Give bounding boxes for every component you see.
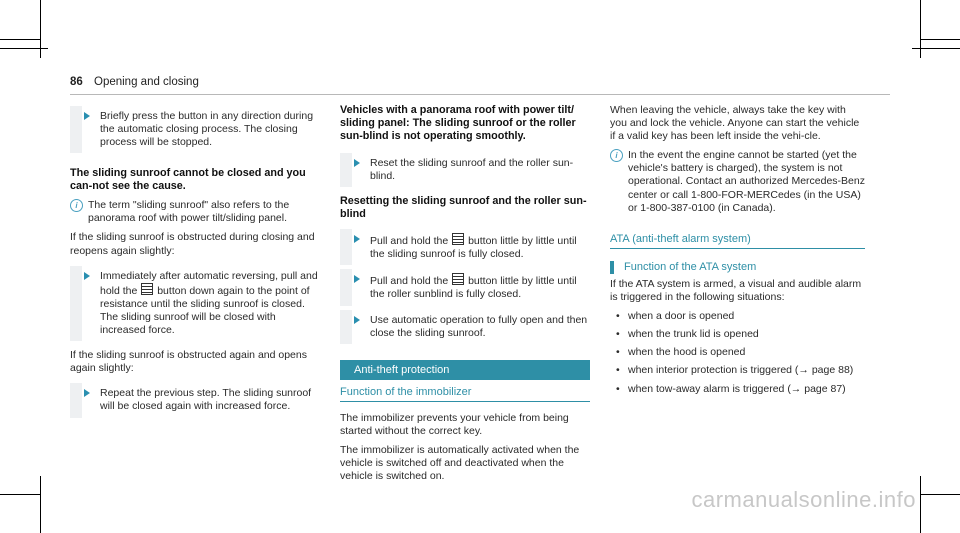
paragraph: The immobilizer is automatically activated when the vehicle is switched off and deactivated when the vehicle is switched on. [340, 444, 580, 483]
crop-mark [920, 0, 921, 58]
list-item: • when a door is opened [610, 310, 865, 323]
sunroof-button-icon [452, 273, 464, 285]
step-text [360, 273, 590, 301]
crop-mark [920, 39, 960, 40]
page-header [70, 76, 199, 88]
step-arrow-icon [84, 389, 90, 397]
step-item [340, 233, 590, 261]
info-icon: i [70, 199, 83, 212]
step-arrow-icon [354, 316, 360, 324]
step-text: Repeat the previous step. The sliding sunroof will be closed again with increased force. [100, 387, 312, 413]
crop-mark [912, 48, 960, 49]
step-text-part: button down again to the point of resistance until the sliding sunroof is closed. The sliding sunroof will be closed with increased force. [100, 284, 310, 337]
crop-mark [0, 494, 40, 495]
list-item: • when interior protection is triggered (→ page 88) [610, 364, 865, 377]
step-item [70, 270, 320, 337]
step-text-part: Pull and hold the [370, 235, 449, 248]
step-item [340, 314, 590, 340]
step-text [90, 270, 320, 337]
step-item [70, 110, 320, 149]
sunroof-button-icon [452, 233, 464, 245]
section-bar: Anti-theft protection [340, 360, 590, 380]
step-arrow-icon [84, 112, 90, 120]
paragraph: When leaving the vehicle, always take the key with you and lock the vehicle. Anyone can start the vehicle if a valid key has been left inside the vehi-cle. [610, 104, 860, 143]
step-text: Briefly press the button in any direction during the automatic closing process. The closing process will be stopped. [100, 110, 314, 149]
step-text-part: Immediately after automatic reversing, pull and hold the [100, 269, 318, 297]
crop-mark [40, 0, 41, 58]
step-arrow-icon [84, 272, 90, 280]
blue-heading [610, 261, 865, 274]
bullet-list [610, 310, 865, 395]
step-item [340, 273, 590, 301]
crop-mark [920, 494, 960, 495]
heading: Vehicles with a panorama roof with power tilt/ sliding panel: The sliding sunroof or the roller sun-blind is not operating smoothly. [340, 104, 576, 142]
heading-marker [610, 261, 614, 274]
step-arrow-icon [354, 235, 360, 243]
subheading: ATA (anti-theft alarm system) [610, 233, 865, 249]
paragraph: If the sliding sunroof is obstructed again and opens again slightly: [70, 349, 307, 375]
crop-mark [920, 476, 921, 533]
list-item: • when the trunk lid is opened [610, 328, 865, 341]
column-left [70, 104, 320, 423]
crop-mark [0, 39, 40, 40]
subheading: Function of the immobilizer [340, 386, 590, 402]
section-title: Opening and closing [94, 76, 199, 88]
step-text [360, 233, 590, 261]
info-icon: i [610, 149, 623, 162]
step-text-part: Pull and hold the [370, 275, 449, 288]
note-text: In the event the engine cannot be started (yet the vehicle's battery is charged), the system is not operational. Contact an authorized Mercedes-Benz center or call 1-800-FOR-MERCedes (in the USA) or 1-800-387-0100 (in Canada). [628, 149, 865, 214]
paragraph: If the sliding sunroof is obstructed during closing and reopens again slightly: [70, 231, 315, 257]
heading: Resetting the sliding sunroof and the roller sun-blind [340, 195, 587, 221]
step-item [340, 157, 590, 183]
info-note [610, 149, 865, 214]
note-text: The term "sliding sunroof" also refers to the panorama roof with power tilt/sliding panel. [88, 199, 290, 225]
paragraph: If the ATA system is armed, a visual and audible alarm is triggered in the following situations: [610, 277, 862, 304]
step-text-part: button little by little until the roller sunblind is fully closed. [370, 275, 577, 301]
list-item: • when the hood is opened [610, 346, 865, 359]
page-number: 86 [70, 76, 83, 88]
paragraph: The immobilizer prevents your vehicle from being started without the correct key. [340, 411, 569, 437]
column-middle [340, 104, 590, 489]
blue-heading-text: Function of the ATA system [624, 260, 757, 273]
list-item: • when tow-away alarm is triggered (→ page 87) [610, 383, 865, 396]
step-arrow-icon [354, 159, 360, 167]
watermark: carmanualsonline.info [691, 487, 916, 512]
column-right [610, 104, 865, 401]
step-item [70, 387, 320, 413]
crop-mark [0, 48, 48, 49]
step-text-part: button little by little until the sliding sunroof is fully closed. [370, 235, 577, 261]
step-arrow-icon [354, 275, 360, 283]
sunroof-button-icon [141, 283, 153, 295]
info-note [70, 199, 320, 225]
heading: The sliding sunroof cannot be closed and you can-not see the cause. [70, 167, 306, 193]
crop-mark [40, 476, 41, 533]
step-text: Use automatic operation to fully open and then close the sliding sunroof. [370, 313, 588, 339]
step-text: Reset the sliding sunroof and the roller sun-blind. [370, 157, 574, 183]
header-rule [70, 94, 890, 95]
